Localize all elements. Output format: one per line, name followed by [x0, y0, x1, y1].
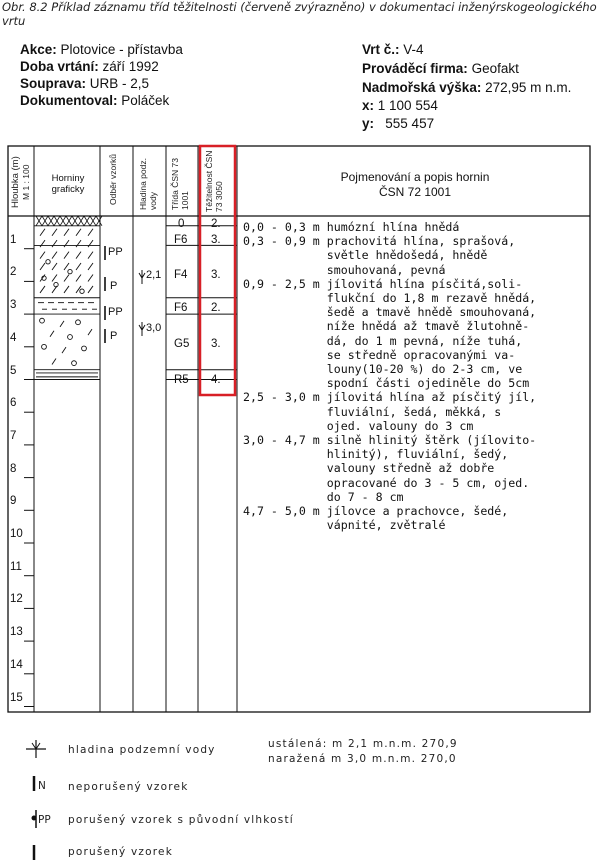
legend-narazena: naražená m 3,0 m.n.m. 270,0	[268, 753, 457, 765]
trida-1: 0	[178, 218, 185, 230]
odber-header: Odběr vzorků	[108, 153, 118, 205]
depth-label: 14	[10, 658, 23, 671]
trida-5: G5	[174, 338, 190, 350]
depth-label: 10	[10, 528, 23, 540]
depth-ticks	[24, 249, 34, 707]
sample-1: PP	[108, 246, 123, 258]
akce-label: Akce:	[20, 42, 57, 57]
description-line: spodní části ojediněle do 5cm	[243, 376, 530, 391]
hloubka-header: Hloubka (m)	[10, 156, 21, 208]
hatch-mark	[52, 359, 56, 365]
legend-water-label: hladina podzemní vody	[68, 744, 216, 756]
depth-label: 6	[10, 397, 17, 410]
firma-value: Geofakt	[471, 61, 519, 76]
souprava-value: URB - 2,5	[89, 76, 150, 91]
hatch-mark	[88, 263, 93, 270]
water-level-icon	[26, 740, 46, 758]
depth-label: 1	[10, 233, 17, 246]
trida-4: F6	[174, 302, 188, 314]
hatch-mark	[88, 252, 93, 259]
depth-label: 8	[10, 462, 17, 475]
tezitelnost-2: 3.	[211, 234, 221, 246]
vrt-label: Vrt č.:	[362, 42, 400, 57]
hatch-mark	[88, 240, 93, 247]
trida-header: Třída ČSN 73 1001	[170, 158, 190, 210]
hatch-mark	[76, 252, 81, 259]
layer-boundaries	[34, 226, 237, 380]
hatch-mark	[76, 240, 81, 247]
depth-label: 7	[10, 429, 17, 442]
depth-label: 11	[10, 560, 22, 573]
tezitelnost-header: Těžitelnost ČSN 73 3050	[204, 150, 224, 212]
legend-pp-mark: PP	[38, 814, 51, 826]
depth-label: 5	[10, 364, 17, 377]
water-level-2: 3,0	[146, 322, 162, 334]
meritko-header: M 1 : 100	[21, 164, 31, 200]
description-line: šedě a tmavě hnědě smouhovaná,	[243, 305, 537, 320]
description-line: níže hnědá až tmavě žlutohně-	[243, 319, 530, 334]
hatch-mark	[88, 286, 93, 293]
description-line: hlinitý), fluviální, šedý,	[243, 447, 509, 462]
description-line: dá, do 1 m pevná, níže tuhá,	[243, 333, 523, 348]
hatch-mark	[40, 240, 45, 247]
hatch-mark	[64, 263, 69, 270]
description-line: valouny středně až dobře	[243, 461, 495, 476]
depth-label: 3	[10, 299, 17, 312]
gravel-dot	[40, 318, 45, 323]
vyska-label: Nadmořská výška:	[362, 80, 482, 95]
legend-icons	[22, 738, 52, 864]
legend-n-label: neporušený vzorek	[68, 781, 189, 793]
description-line: fluviální, šedá, měkká, s	[243, 404, 502, 419]
lithology-graphic	[36, 216, 145, 377]
hatch-mark	[88, 229, 93, 236]
tezitelnost-1: 2.	[211, 218, 221, 230]
y-label: y:	[362, 116, 375, 131]
hatch-mark	[64, 274, 69, 281]
description-line: ojed. valouny do 3 cm	[243, 418, 474, 433]
gravel-dot	[46, 260, 50, 264]
depth-label: 12	[10, 593, 23, 606]
hatch-mark	[88, 274, 93, 281]
doba-label: Doba vrtání:	[20, 59, 99, 74]
description-line: 4,7 - 5,0 m jílovce a prachovce, šedé,	[243, 504, 509, 518]
pp-sample-icon	[32, 810, 37, 828]
legend-n-mark: N	[38, 780, 46, 792]
hatch-mark	[62, 347, 66, 353]
sample-4: P	[110, 330, 118, 342]
sample-2: P	[110, 280, 118, 292]
hatch-mark	[50, 331, 54, 337]
depth-label: 15	[10, 691, 23, 704]
hatch-mark	[40, 286, 45, 293]
description-line: smouhovaná, pevná	[243, 262, 446, 277]
hatch-mark	[64, 252, 69, 259]
akce-value: Plotovice - přístavba	[60, 42, 183, 57]
popis-title: Pojmenování a popis hornin	[340, 170, 490, 184]
description-line: flukční do 1,8 m rezavě hnědá,	[243, 291, 537, 305]
hatch-mark	[60, 321, 64, 327]
legend-p-label: porušený vzorek	[68, 846, 173, 858]
description-line: louny(10-20 %) do 2-3 cm, ve	[243, 362, 523, 376]
hatch-mark	[52, 240, 57, 247]
sample-3: PP	[108, 306, 123, 318]
description-line: 0,9 - 2,5 m jílovitá hlína písčitá,soli-	[243, 276, 523, 291]
hatch-mark	[88, 329, 92, 335]
gravel-dot	[80, 289, 84, 293]
description-line: 3,0 - 4,7 m silně hlinitý štěrk (jílovito-	[243, 433, 537, 447]
hatch-mark	[76, 274, 81, 281]
tezitelnost-5: 3.	[211, 338, 221, 350]
depth-label: 2	[10, 266, 17, 279]
tezitelnost-3: 3.	[211, 269, 221, 281]
gravel-dot	[68, 335, 73, 340]
hatch-mark	[40, 263, 45, 270]
hatch-mark	[76, 263, 81, 270]
popis-header	[240, 170, 590, 200]
legend-ustalena: ustálená: m 2,1 m.n.m. 270,9	[268, 738, 458, 750]
popis-norm: ČSN 72 1001	[378, 185, 452, 199]
hatch-mark	[52, 274, 57, 281]
hatch-mark	[52, 229, 57, 236]
description-line: světle hnědošedá, hnědě	[243, 248, 488, 263]
depth-label: 4	[10, 331, 17, 344]
tezitelnost-6: 4.	[211, 374, 221, 386]
hatch-mark	[64, 229, 69, 236]
trida-2: F6	[174, 234, 188, 246]
vrt-value: V-4	[403, 42, 424, 57]
hatch-mark	[40, 229, 45, 236]
hladina-header: Hladina podz. vody	[138, 158, 158, 210]
dokumentoval-label: Dokumentoval:	[20, 93, 118, 108]
hatch-mark	[52, 252, 57, 259]
gravel-dot	[72, 361, 77, 366]
depth-label: 13	[10, 626, 23, 639]
description-line: vápnité, zvětralé	[243, 518, 446, 533]
hatch-mark	[64, 286, 69, 293]
description-line: 0,0 - 0,3 m humózní hlína hnědá	[243, 220, 460, 234]
vyska-value: 272,95 m n.m.	[485, 80, 572, 95]
firma-label: Prováděcí firma:	[362, 61, 468, 76]
gravel-dot	[76, 320, 81, 325]
doba-value: září 1992	[102, 59, 159, 74]
y-value: 555 457	[385, 116, 435, 131]
water-level-1: 2,1	[146, 269, 162, 281]
description-line: 2,5 - 3,0 m jílovitá hlína až písčitý jíl,	[243, 390, 537, 405]
gravel-dot	[54, 282, 58, 286]
figure-caption: Obr. 8.2 Příklad záznamu tříd těžitelnosti (červeně zvýrazněno) v dokumentaci inženýrskogeologického vrtu	[2, 0, 597, 28]
trida-6: R5	[174, 374, 189, 386]
hatch-mark	[52, 263, 57, 270]
x-value: 1 100 554	[377, 98, 438, 113]
depth-label: 9	[10, 495, 17, 508]
horniny-header: Horniny graficky	[51, 173, 85, 195]
dokumentoval-value: Poláček	[121, 93, 170, 108]
legend-pp-label: porušený vzorek s původní vlhkostí	[68, 814, 294, 826]
tezitelnost-4: 2.	[211, 302, 221, 314]
hatch-mark	[40, 252, 45, 259]
hatch-mark	[64, 240, 69, 247]
description-line: se středně opracovanými va-	[243, 347, 516, 362]
gravel-dot	[68, 269, 72, 273]
trida-3: F4	[174, 269, 188, 281]
description-line: do 7 - 8 cm	[243, 489, 404, 504]
hatch-mark	[76, 229, 81, 236]
description-line: 0,3 - 0,9 m prachovitá hlína, sprašová,	[243, 234, 516, 249]
description-line: opracované do 3 - 5 cm, ojed.	[243, 475, 530, 490]
gravel-dot	[42, 344, 47, 349]
souprava-label: Souprava:	[20, 76, 87, 91]
x-label: x:	[362, 98, 375, 113]
gravel-dot	[82, 346, 87, 351]
